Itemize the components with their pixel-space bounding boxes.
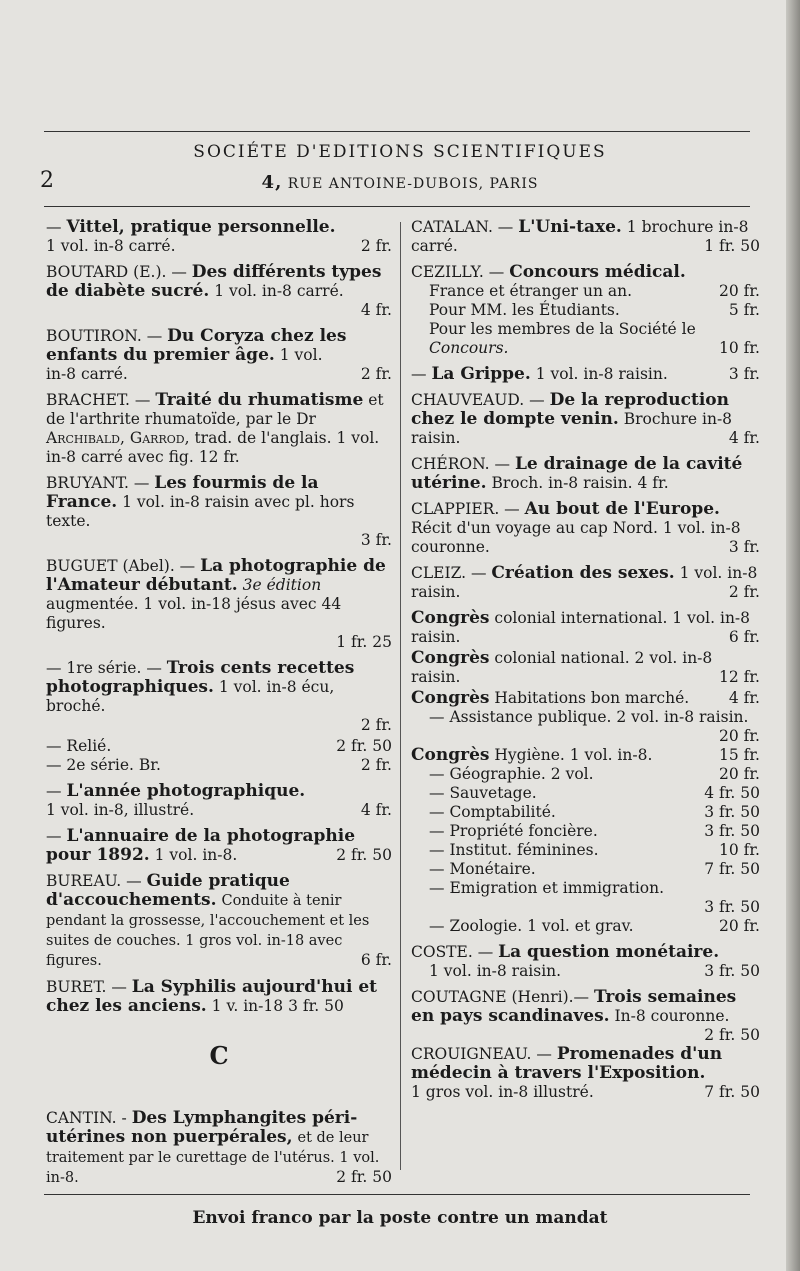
page-number: 2 bbox=[40, 168, 54, 193]
catalog-entry: CHÉRON. — Le drainage de la cavité utérine. Broch. in-8 raisin. 4 fr. bbox=[411, 454, 743, 493]
publisher-address: 4, RUE ANTOINE-DUBOIS, PARIS bbox=[261, 172, 539, 193]
publisher-name: SOCIÉTE D'EDITIONS SCIENTIFIQUES bbox=[193, 142, 607, 162]
catalog-entry: BRACHET. — Traité du rhumatisme et de l'arthrite rhumatoïde, par le Dr Archibald, Garrod, trad. de l'anglais. 1 vol. in-8 carré avec fig. 12 fr. bbox=[46, 390, 384, 466]
catalog-entry: BOUTIRON. — Du Coryza chez les enfants du premier âge. 1 vol. in-8 carré. 2 fr. bbox=[46, 326, 392, 383]
catalog-entry: CLEIZ. — Création des sexes. 1 vol. in-8 raisin. 2 fr. bbox=[411, 563, 760, 601]
catalog-entry: Congrès Habitations bon marché. 4 fr. bbox=[411, 688, 760, 708]
catalog-entry: — Zoologie. 1 vol. et grav. 20 fr. bbox=[429, 917, 760, 935]
catalog-entry: — 2e série. Br. 2 fr. bbox=[46, 756, 392, 774]
footer-rule bbox=[44, 1194, 750, 1195]
left-column bbox=[46, 218, 392, 1195]
catalog-entry: — Vittel, pratique personnelle. 1 vol. in-8 carré. 2 fr. bbox=[46, 217, 392, 255]
catalog-entry: — Relié. 2 fr. 50 bbox=[46, 737, 392, 755]
catalog-entry: — La Grippe. 1 vol. in-8 raisin. 3 fr. bbox=[411, 364, 760, 384]
catalog-entry: CATALAN. — L'Uni-taxe. 1 brochure in-8 carré. 1 fr. 50 bbox=[411, 217, 760, 255]
catalog-entry: BUGUET (Abel). — La photographie de l'Amateur débutant. 3e édition augmentée. 1 vol. in-18 jésus avec 44 figures. 1 fr. 25 bbox=[46, 556, 392, 651]
catalog-entry: Congrès colonial international. 1 vol. in-8 raisin. 6 fr. bbox=[411, 608, 760, 646]
catalog-entry: — Institut. féminines. 10 fr. bbox=[429, 841, 760, 859]
header-rule bbox=[44, 206, 750, 207]
catalog-entry: — 1re série. — Trois cents recettes photographiques. 1 vol. in-8 écu, broché. 2 fr. bbox=[46, 658, 392, 734]
catalog-entry: CANTIN. - Des Lymphangites péri-utérines non puerpérales, et de leur traitement par le curettage de l'utérus. 1 vol. in-8. 2 fr. 50 bbox=[46, 1108, 392, 1186]
catalog-entry: — Emigration et immigration. 3 fr. 50 bbox=[429, 879, 760, 916]
catalog-entry: BOUTARD (E.). — Des différents types de diabète sucré. 1 vol. in-8 carré. 4 fr. bbox=[46, 262, 392, 319]
catalog-entry: CEZILLY. — Concours médical. France et étranger un an. 20 fr. Pour MM. les Étudiants. 5 fr. Pour les membres de la Société le Concours. 10 fr. bbox=[411, 262, 760, 357]
catalog-entry: Congrès Hygiène. 1 vol. in-8. 15 fr. bbox=[411, 745, 760, 765]
catalog-entry: BRUYANT. — Les fourmis de la France. 1 vol. in-8 raisin avec pl. hors texte. 3 fr. bbox=[46, 473, 392, 549]
catalog-entry: COSTE. — La question monétaire. 1 vol. in-8 raisin. 3 fr. 50 bbox=[411, 942, 760, 980]
catalog-entry: — Comptabilité. 3 fr. 50 bbox=[429, 803, 760, 821]
catalog-entry: — Sauvetage. 4 fr. 50 bbox=[429, 784, 760, 802]
publisher-logo: C bbox=[209, 1041, 229, 1070]
catalog-entry: — L'année photographique. 1 vol. in-8, illustré. 4 fr. bbox=[46, 781, 392, 819]
page-edge-shadow bbox=[786, 0, 800, 1271]
catalog-entry: — Géographie. 2 vol. 20 fr. bbox=[429, 765, 760, 783]
catalog-entry: BUREAU. — Guide pratique d'accouchements. Conduite à tenir pendant la grossesse, l'accouchement et les suites de couches. 1 gros vol. in-18 avec figures. 6 fr. bbox=[46, 871, 392, 969]
catalog-entry: COUTAGNE (Henri).— Trois semaines en pays scandinaves. In-8 couronne. 2 fr. 50 bbox=[411, 987, 760, 1044]
right-column bbox=[411, 218, 760, 1109]
catalog-entry: — Propriété foncière. 3 fr. 50 bbox=[429, 822, 760, 840]
top-rule bbox=[44, 131, 750, 132]
catalog-entry: — Monétaire. 7 fr. 50 bbox=[429, 860, 760, 878]
catalog-entry: CHAUVEAUD. — De la reproduction chez le dompte venin. Brochure in-8 raisin. 4 fr. bbox=[411, 390, 760, 447]
catalog-entry: — L'annuaire de la photographie pour 1892. 1 vol. in-8. 2 fr. 50 bbox=[46, 826, 392, 865]
catalog-entry: BURET. — La Syphilis aujourd'hui et chez les anciens. 1 v. in-18 3 fr. 50 bbox=[46, 977, 377, 1016]
catalog-entry: — Assistance publique. 2 vol. in-8 raisin. 20 fr. bbox=[429, 708, 760, 745]
column-divider bbox=[400, 222, 401, 1170]
footer-notice: Envoi franco par la poste contre un mandat bbox=[192, 1208, 608, 1228]
catalog-entry: CROUIGNEAU. — Promenades d'un médecin à travers l'Exposition. 1 gros vol. in-8 illustré. 7 fr. 50 bbox=[411, 1044, 760, 1101]
catalog-entry: CLAPPIER. — Au bout de l'Europe. Récit d'un voyage au cap Nord. 1 vol. in-8 couronne. 3 fr. bbox=[411, 499, 760, 556]
catalog-entry: Congrès colonial national. 2 vol. in-8 raisin. 12 fr. bbox=[411, 648, 760, 686]
